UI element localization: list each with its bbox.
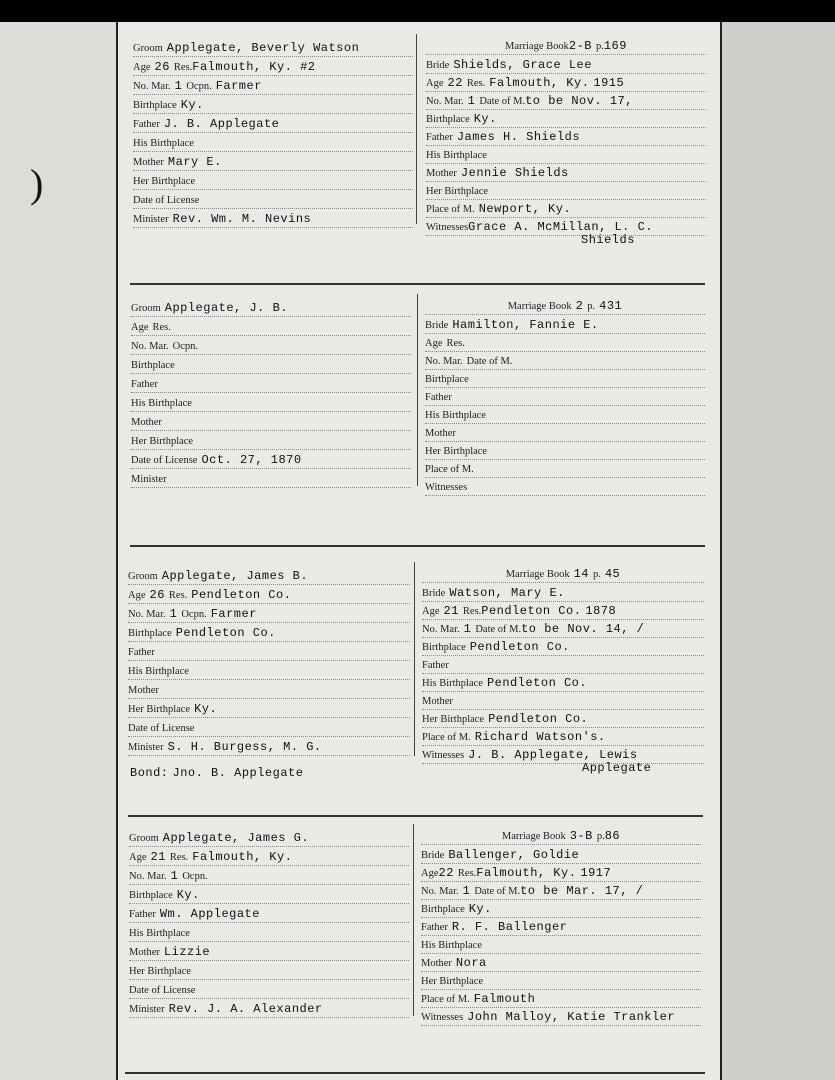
minister-row: Minister Rev. J. A. Alexander: [129, 999, 409, 1018]
bride-marriages-row: No. Mar. Date of M.: [425, 351, 705, 370]
groom-name: Applegate, Beverly Watson: [166, 41, 360, 55]
marriages-row: No. Mar. Ocpn.: [131, 336, 411, 355]
bride-age-row: Age 22 Res. Falmouth, Ky. 1915: [426, 73, 706, 92]
column-separator: [416, 34, 417, 224]
page-number: 431: [599, 299, 623, 313]
groom-father: Wm. Applegate: [159, 907, 260, 921]
license-date-row: Date of License Oct. 27, 1870: [131, 450, 411, 469]
groom-residence: Pendleton Co.: [191, 588, 292, 602]
card-divider: [130, 545, 705, 547]
groom-father: J. B. Applegate: [163, 117, 280, 131]
marriage-book-row: Marriage Book2-B p.169: [426, 36, 706, 55]
her-birthplace-row: Her Birthplace: [133, 171, 413, 190]
left-binding-line: [116, 22, 118, 1080]
groom-name: Applegate, J. B.: [164, 301, 288, 315]
bride-name: Watson, Mary E.: [449, 586, 565, 600]
her-birthplace-row: Her Birthplace: [131, 431, 411, 450]
minister-name: Rev. Wm. M. Nevins: [172, 212, 312, 226]
bride-row: Bride Hamilton, Fannie E.: [425, 315, 705, 334]
marriage-book-row: Marriage Book 2 p. 431: [425, 296, 705, 315]
minister-row: Minister Rev. Wm. M. Nevins: [133, 209, 413, 228]
bride-row: Bride Shields, Grace Lee: [426, 55, 706, 74]
bride-his-birthplace-row: His Birthplace Pendleton Co.: [422, 673, 704, 692]
minister-row: Minister S. H. Burgess, M. G.: [128, 737, 410, 756]
license-date-row: Date of License: [133, 190, 413, 209]
margin-bracket-mark: ): [30, 161, 44, 206]
witnesses: John Malloy, Katie Trankler: [467, 1010, 676, 1024]
age-row: Age Res.: [131, 317, 411, 336]
bride-her-birthplace-row: Her Birthplace: [426, 181, 706, 200]
mother-row: Mother: [128, 680, 410, 699]
place-of-marriage-row: Place of M. Falmouth: [421, 989, 701, 1008]
bride-name: Ballenger, Goldie: [448, 848, 580, 862]
bride-age-row: Age 21 Res.Pendleton Co. 1878: [422, 601, 704, 620]
bride-row: Bride Ballenger, Goldie: [421, 845, 701, 864]
bride-birthplace-row: Birthplace Ky.: [421, 899, 701, 918]
minister-name: S. H. Burgess, M. G.: [167, 740, 322, 754]
right-margin-strip: [722, 22, 835, 1080]
card-divider: [125, 1072, 705, 1074]
witnesses-row: Witnesses J. B. Applegate, Lewis: [422, 745, 704, 764]
bride-father-row: Father James H. Shields: [426, 127, 706, 146]
bride-mother-row: Mother Jennie Shields: [426, 163, 706, 182]
marriage-book-row: Marriage Book 14 p. 45: [422, 564, 704, 583]
page-number: 86: [604, 829, 621, 843]
birthplace-row: Birthplace Pendleton Co.: [128, 623, 410, 642]
groom-age: 26: [149, 588, 165, 602]
groom-name: Applegate, James G.: [162, 831, 310, 845]
bride-age-row: Age22 Res.Falmouth, Ky. 1917: [421, 863, 701, 882]
groom-mother: Lizzie: [163, 945, 211, 959]
license-date-row: Date of License: [129, 980, 409, 999]
age-row: Age 26 Res. Pendleton Co.: [128, 585, 410, 604]
groom-row: Groom Applegate, J. B.: [131, 298, 411, 317]
groom-row: Groom Applegate, James G.: [129, 828, 409, 847]
bride-father-row: Father R. F. Ballenger: [421, 917, 701, 936]
bride-father-row: Father: [422, 655, 704, 674]
bride-name: Hamilton, Fannie E.: [452, 318, 599, 332]
bride-her-birthplace-row: Her Birthplace: [425, 441, 705, 460]
book-number: 3-B: [569, 829, 593, 843]
place-of-marriage: Newport, Ky.: [478, 202, 572, 216]
bride-father-row: Father: [425, 387, 705, 406]
father-row: Father: [128, 642, 410, 661]
page-number: 45: [604, 567, 621, 581]
groom-occupation: Farmer: [215, 79, 262, 93]
bride-birthplace-row: Birthplace: [425, 369, 705, 388]
card-divider: [130, 283, 705, 285]
card-divider: [128, 815, 703, 817]
marriages-row: No. Mar. 1 Ocpn. Farmer: [128, 604, 410, 623]
mother-row: Mother Lizzie: [129, 942, 409, 961]
groom-age: 21: [150, 850, 166, 864]
column-separator: [417, 294, 418, 486]
birthplace-row: Birthplace Ky.: [129, 885, 409, 904]
witnesses-row: WitnessesGrace A. McMillan, L. C.: [426, 217, 706, 236]
his-birthplace-row: His Birthplace: [129, 923, 409, 942]
bride-mother-row: Mother: [425, 423, 705, 442]
marriage-date: to be Nov. 17,: [525, 94, 633, 108]
register-page: [0, 22, 835, 1080]
groom-row: Groom Applegate, Beverly Watson: [133, 38, 413, 57]
her-birthplace-row: Her Birthplace Ky.: [128, 699, 410, 718]
minister-row: Minister: [131, 469, 411, 488]
bride-birthplace-row: Birthplace Ky.: [426, 109, 706, 128]
bond-name: Jno. B. Applegate: [172, 766, 304, 780]
groom-birthplace: Pendleton Co.: [175, 626, 276, 640]
right-binding-line: [720, 22, 722, 1080]
bride-father: R. F. Ballenger: [451, 920, 568, 934]
marriage-date: to be Nov. 14, /: [521, 622, 645, 636]
place-of-marriage-row: Place of M. Newport, Ky.: [426, 199, 706, 218]
witnesses-row: Witnesses John Malloy, Katie Trankler: [421, 1007, 701, 1026]
bride-marriages-row: No. Mar. 1 Date of M.to be Nov. 17,: [426, 91, 706, 110]
bride-her-birthplace-row: Her Birthplace: [421, 971, 701, 990]
bride-row: Bride Watson, Mary E.: [422, 583, 704, 602]
book-number: 14: [573, 567, 589, 581]
bride-birthplace-row: Birthplace Pendleton Co.: [422, 637, 704, 656]
book-number: 2-B: [568, 39, 592, 53]
scan-top-border: [0, 0, 835, 22]
bride-his-birthplace-row: His Birthplace: [426, 145, 706, 164]
license-date: Oct. 27, 1870: [201, 453, 302, 467]
record-year: 1917: [580, 866, 612, 880]
age-row: Age 26 Res.Falmouth, Ky. #2: [133, 57, 413, 76]
left-margin-strip: [0, 22, 116, 1080]
bride-residence: Falmouth, Ky.: [489, 76, 590, 90]
bride-marriages-row: No. Mar. 1 Date of M.to be Nov. 14, /: [422, 619, 704, 638]
mother-row: Mother: [131, 412, 411, 431]
groom-no-mar: 1: [174, 79, 183, 93]
birthplace-row: Birthplace: [131, 355, 411, 374]
father-row: Father J. B. Applegate: [133, 114, 413, 133]
bride-his-birthplace-row: His Birthplace: [425, 405, 705, 424]
her-birthplace-row: Her Birthplace: [129, 961, 409, 980]
bride-marriages-row: No. Mar. 1 Date of M.to be Mar. 17, /: [421, 881, 701, 900]
bride-mother-row: Mother Nora: [421, 953, 701, 972]
bride-name: Shields, Grace Lee: [453, 58, 592, 72]
father-row: Father Wm. Applegate: [129, 904, 409, 923]
marriage-book-row: Marriage Book 3-B p.86: [421, 826, 701, 845]
mother-row: Mother Mary E.: [133, 152, 413, 171]
groom-row: Groom Applegate, James B.: [128, 566, 410, 585]
bride-mother: Nora: [455, 956, 487, 970]
bride-her-birthplace-row: Her Birthplace Pendleton Co.: [422, 709, 704, 728]
minister-name: Rev. J. A. Alexander: [168, 1002, 323, 1016]
bride-his-birthplace-row: His Birthplace: [421, 935, 701, 954]
his-birthplace-row: His Birthplace: [133, 133, 413, 152]
bride-mother-row: Mother: [422, 691, 704, 710]
age-row: Age 21 Res. Falmouth, Ky.: [129, 847, 409, 866]
record-year: 1915: [593, 76, 625, 90]
groom-age: 26: [154, 60, 170, 74]
place-of-marriage-row: Place of M. Richard Watson's.: [422, 727, 704, 746]
witnesses-continued: Shields: [581, 233, 635, 247]
column-separator: [413, 824, 414, 1016]
place-of-marriage-row: Place of M.: [425, 459, 705, 478]
book-number: 2: [575, 299, 584, 313]
witnesses-row: Witnesses: [425, 477, 705, 496]
marriages-row: No. Mar. 1 Ocpn.: [129, 866, 409, 885]
groom-occupation: Farmer: [210, 607, 257, 621]
groom-name: Applegate, James B.: [161, 569, 309, 583]
place-of-marriage: Richard Watson's.: [474, 730, 606, 744]
column-separator: [414, 562, 415, 756]
birthplace-row: Birthplace Ky.: [133, 95, 413, 114]
groom-residence: Falmouth, Ky.: [192, 850, 293, 864]
witnesses: Grace A. McMillan, L. C.: [468, 220, 653, 234]
witnesses-continued: Applegate: [582, 761, 652, 775]
marriages-row: No. Mar. 1 Ocpn. Farmer: [133, 76, 413, 95]
bride-age: 22: [447, 76, 463, 90]
page-number: 169: [603, 39, 627, 53]
license-date-row: Date of License: [128, 718, 410, 737]
father-row: Father: [131, 374, 411, 393]
marriage-date: to be Mar. 17, /: [520, 884, 644, 898]
place-of-marriage: Falmouth: [473, 992, 536, 1006]
witnesses: J. B. Applegate, Lewis: [468, 748, 638, 762]
groom-mother: Mary E.: [167, 155, 222, 169]
bride-age-row: Age Res.: [425, 333, 705, 352]
groom-birthplace: Ky.: [180, 98, 204, 112]
record-year: 1878: [585, 604, 617, 618]
his-birthplace-row: His Birthplace: [128, 661, 410, 680]
groom-residence: Falmouth, Ky. #2: [192, 60, 316, 74]
his-birthplace-row: His Birthplace: [131, 393, 411, 412]
bond-note: Bond: Jno. B. Applegate: [130, 766, 304, 780]
